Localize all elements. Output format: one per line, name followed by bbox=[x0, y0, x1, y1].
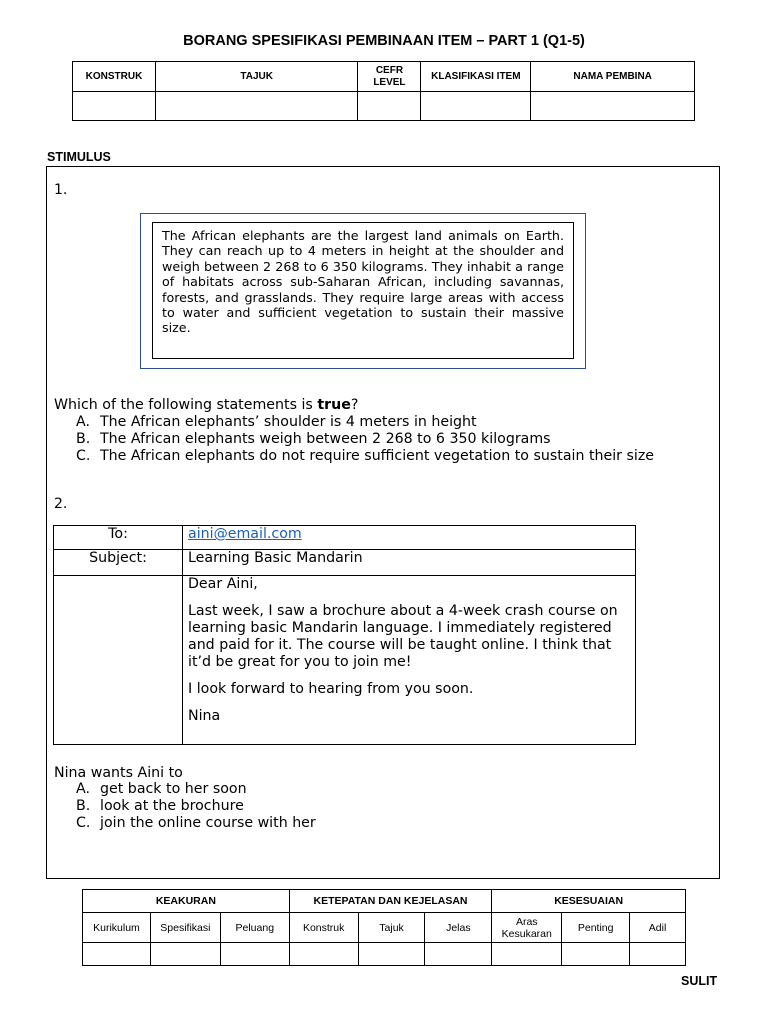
eval-cell[interactable] bbox=[150, 943, 220, 966]
email-subject-label: Subject: bbox=[54, 550, 183, 576]
option-b[interactable] bbox=[76, 798, 676, 815]
option-c[interactable] bbox=[76, 448, 726, 465]
eval-cell[interactable] bbox=[83, 943, 151, 966]
option-letter: C. bbox=[76, 815, 91, 831]
eval-cell[interactable] bbox=[358, 943, 425, 966]
option-text: look at the brochure bbox=[100, 798, 244, 814]
eval-group-header: KETEPATAN DAN KEJELASAN bbox=[289, 890, 492, 913]
question-1-stem-emphasis: true bbox=[317, 397, 351, 413]
header-value-cell[interactable] bbox=[421, 92, 531, 121]
eval-cell[interactable] bbox=[220, 943, 289, 966]
option-text: get back to her soon bbox=[100, 781, 247, 797]
question-2-options bbox=[76, 781, 676, 832]
question-1-stem-start: Which of the following statements is bbox=[54, 397, 318, 413]
option-a[interactable] bbox=[76, 414, 726, 431]
email-subject-value: Learning Basic Mandarin bbox=[183, 550, 636, 576]
eval-cell[interactable] bbox=[289, 943, 358, 966]
page-title: BORANG SPESIFIKASI PEMBINAAN ITEM – PART 1 (Q1-5) bbox=[183, 33, 585, 49]
eval-subheader: Tajuk bbox=[358, 913, 425, 943]
email-signature: Nina bbox=[188, 708, 221, 724]
eval-cell[interactable] bbox=[630, 943, 686, 966]
question-1-stem-end: ? bbox=[350, 397, 359, 413]
option-letter: A. bbox=[76, 781, 90, 797]
passage-text: The African elephants are the largest land animals on Earth. They can reach up to 4 meters in height at the shoulder and weigh between 2 268 to 6 350 kilograms. They inhabit a range of habitats across sub-Saharan African, including savannas, forests, and grasslands. They require large areas with access to water and sufficient vegetation to sustain their massive size. bbox=[152, 222, 574, 359]
question-1-number: 1. bbox=[54, 182, 68, 198]
email-to-cell bbox=[183, 526, 636, 550]
eval-cell[interactable] bbox=[562, 943, 630, 966]
option-text: The African elephants weigh between 2 268 to 6 350 kilograms bbox=[100, 431, 551, 447]
eval-subheader: Jelas bbox=[425, 913, 492, 943]
eval-subheader: Konstruk bbox=[289, 913, 358, 943]
eval-cell[interactable] bbox=[492, 943, 562, 966]
option-c[interactable] bbox=[76, 815, 676, 832]
eval-subheader bbox=[492, 913, 562, 943]
footer-sulit: SULIT bbox=[681, 974, 718, 988]
option-letter: A. bbox=[76, 414, 90, 430]
header-cell: NAMA PEMBINA bbox=[531, 62, 695, 92]
eval-subheader: Adil bbox=[630, 913, 686, 943]
email-to-label: To: bbox=[54, 526, 183, 550]
header-value-cell[interactable] bbox=[155, 92, 358, 121]
aras-kesukaran-label: Aras Kesukaran bbox=[501, 915, 552, 940]
header-value-cell[interactable] bbox=[531, 92, 695, 121]
eval-subheader: Kurikulum bbox=[83, 913, 151, 943]
header-value-cell[interactable] bbox=[358, 92, 421, 121]
option-text: The African elephants do not require sufficient vegetation to sustain their size bbox=[100, 448, 655, 464]
email-body-text: Last week, I saw a brochure about a 4-week crash course on learning basic Mandarin language. I immediately registered and paid for it. The course will be taught online. I think that it’d be great for you to join me! bbox=[188, 603, 618, 670]
email-greeting: Dear Aini, bbox=[188, 576, 258, 592]
evaluation-table bbox=[82, 889, 686, 966]
option-a[interactable] bbox=[76, 781, 676, 798]
option-letter: C. bbox=[76, 448, 91, 464]
eval-group-header: KEAKURAN bbox=[83, 890, 290, 913]
eval-subheader: Peluang bbox=[220, 913, 289, 943]
email-table bbox=[53, 525, 636, 745]
header-cell bbox=[358, 62, 421, 92]
eval-subheader: Spesifikasi bbox=[150, 913, 220, 943]
header-table bbox=[72, 61, 695, 121]
question-1-stem bbox=[54, 397, 358, 414]
question-2-number: 2. bbox=[54, 496, 68, 512]
header-cell: KLASIFIKASI ITEM bbox=[421, 62, 531, 92]
option-text: join the online course with her bbox=[100, 815, 316, 831]
option-letter: B. bbox=[76, 798, 91, 814]
question-2-stem: Nina wants Aini to bbox=[54, 765, 183, 781]
option-text: The African elephants’ shoulder is 4 meters in height bbox=[100, 414, 477, 430]
option-letter: B. bbox=[76, 431, 91, 447]
header-value-cell[interactable] bbox=[73, 92, 156, 121]
stimulus-label: STIMULUS bbox=[47, 150, 111, 164]
header-cell: KONSTRUK bbox=[73, 62, 156, 92]
header-cell: TAJUK bbox=[155, 62, 358, 92]
email-body-label-cell bbox=[54, 576, 183, 745]
question-1-options bbox=[76, 414, 726, 465]
email-body bbox=[183, 576, 636, 745]
eval-group-header: KESESUAIAN bbox=[492, 890, 686, 913]
option-b[interactable] bbox=[76, 431, 726, 448]
eval-cell[interactable] bbox=[425, 943, 492, 966]
email-closing: I look forward to hearing from you soon. bbox=[188, 681, 474, 697]
cefr-level-label: CEFR LEVEL bbox=[373, 64, 406, 88]
email-address-link[interactable]: aini@email.com bbox=[188, 526, 302, 542]
eval-subheader: Penting bbox=[562, 913, 630, 943]
